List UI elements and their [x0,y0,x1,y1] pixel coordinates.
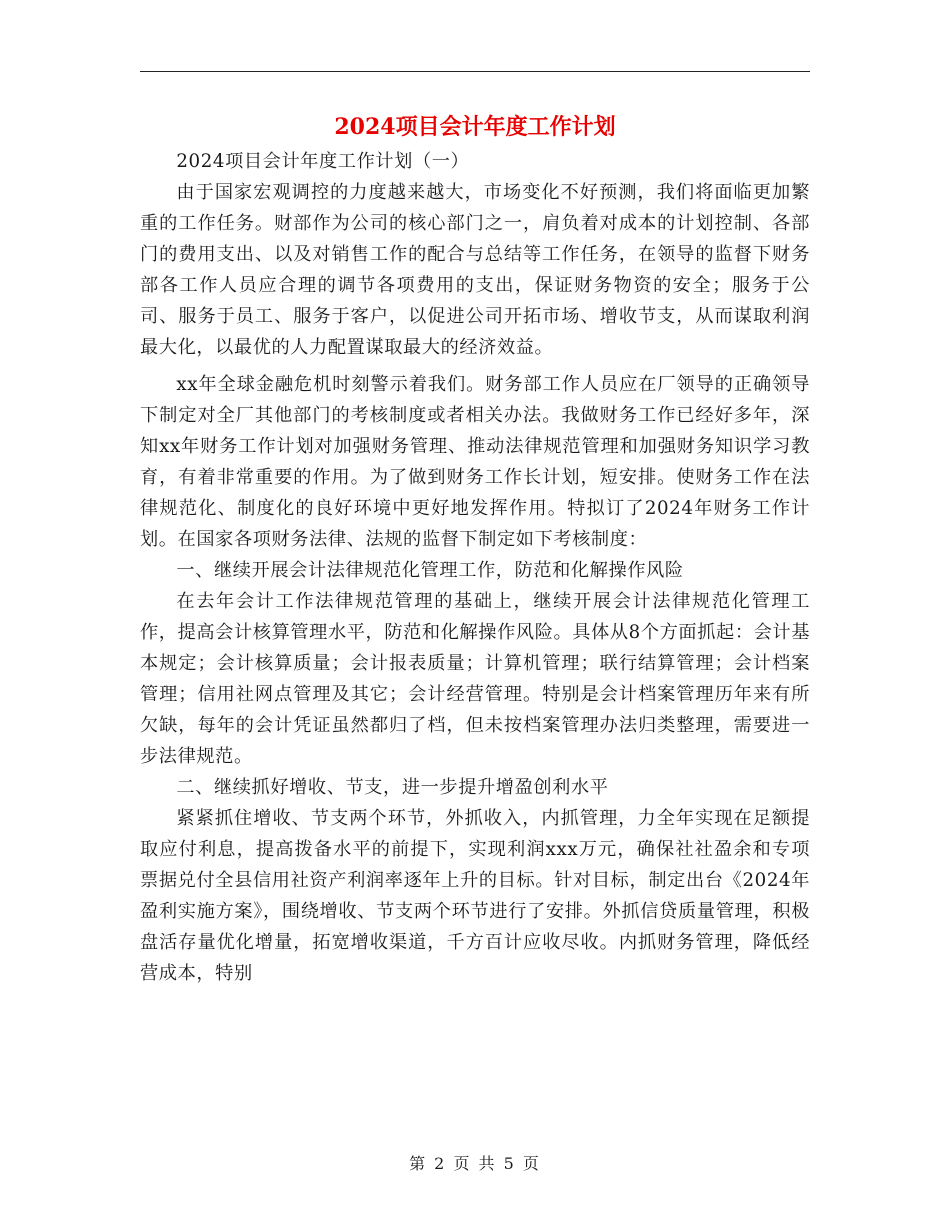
section-heading: 二、继续抓好增收、节支，进一步提升增盈创利水平 [176,777,609,798]
section-heading: 2024项目会计年度工作计划（一） [176,151,470,172]
document-body [140,146,810,989]
body-paragraph: 紧紧抓住增收、节支两个环节，外抓收入，内抓管理，力全年实现在足额提取应付利息，提高拨备水平的前提下，实现利润xxx万元，确保社社盈余和专项票据兑付全县信用社资产利润率逐年上升的目标。针对目标，制定出台《2024年盈利实施方案》，围绕增收、节支两个环节进行了安排。外抓信贷质量管理，积极盘活存量优化增量，拓宽增收渠道，千方百计应收尽收。内抓财务管理，降低经营成本，特别 [140,808,810,984]
header-rule [140,71,810,72]
page-number-footer: 第 2 页 共 5 页 [409,1154,541,1173]
section-heading: 一、继续开展会计法律规范化管理工作，防范和化解操作风险 [176,560,684,581]
body-paragraph: xx年全球金融危机时刻警示着我们。财务部工作人员应在厂领导的正确领导下制定对全厂其他部门的考核制度或者相关办法。我做财务工作已经好多年，深知xx年财务工作计划对加强财务管理、推动法律规范管理和加强财务知识学习教育，有着非常重要的作用。为了做到财务工作长计划，短安排。使财务工作在法律规范化、制度化的良好环境中更好地发挥作用。特拟订了2024年财务工作计划。在国家各项财务法律、法规的监督下制定如下考核制度： [140,374,810,550]
body-paragraph: 在去年会计工作法律规范管理的基础上，继续开展会计法律规范化管理工作，提高会计核算管理水平，防范和化解操作风险。具体从8个方面抓起：会计基本规定；会计核算质量；会计报表质量；计算机管理；联行结算管理；会计档案管理；信用社网点管理及其它；会计经营管理。特别是会计档案管理历年来有所欠缺，每年的会计凭证虽然都归了档，但未按档案管理办法归类整理，需要进一步法律规范。 [140,591,810,767]
body-paragraph: 由于国家宏观调控的力度越来越大，市场变化不好预测，我们将面临更加繁重的工作任务。财部作为公司的核心部门之一，肩负着对成本的计划控制、各部门的费用支出、以及对销售工作的配合与总结等工作任务，在领导的监督下财务部各工作人员应合理的调节各项费用的支出，保证财务物资的安全；服务于公司、服务于员工、服务于客户，以促进公司开拓市场、增收节支，从而谋取利润最大化，以最优的人力配置谋取最大的经济效益。 [140,182,810,358]
document-title: 2024项目会计年度工作计划 [334,114,616,140]
